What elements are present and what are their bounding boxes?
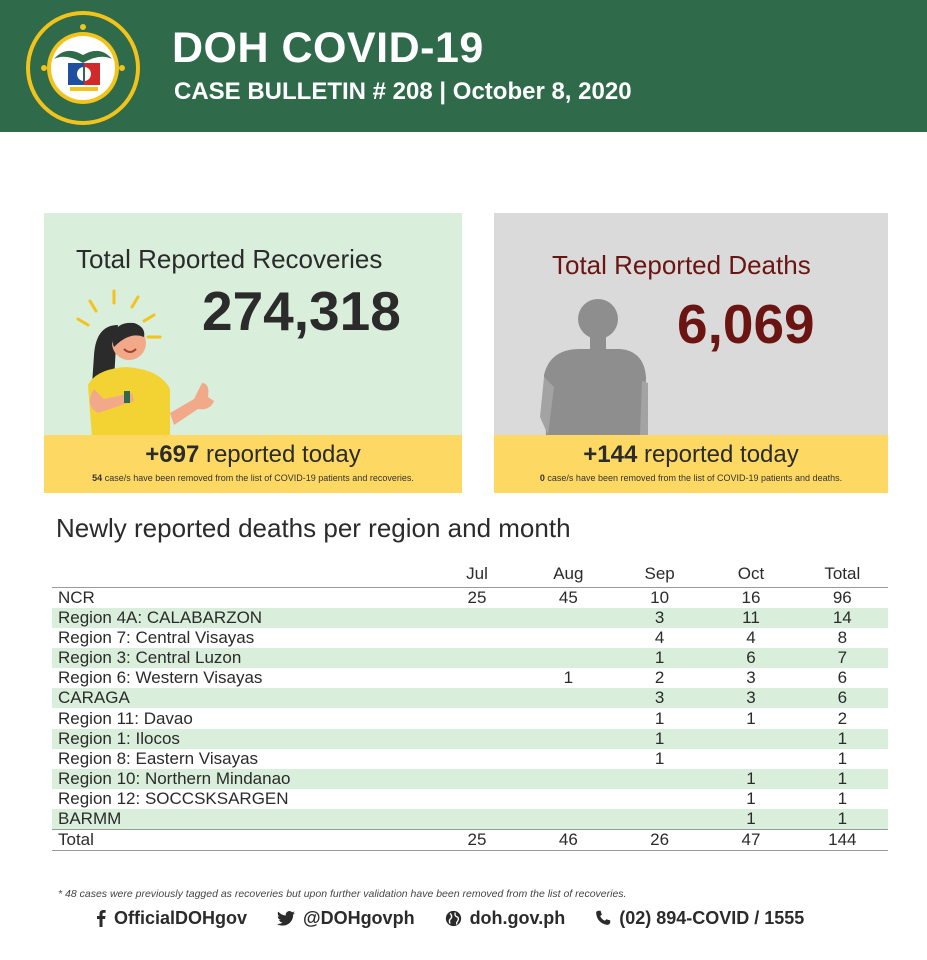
phone-icon [595, 910, 611, 926]
count-cell: 45 [558, 587, 578, 607]
count-cell: 26 [614, 830, 705, 851]
recoveries-removed-note [44, 473, 462, 483]
count-cell: 1 [797, 809, 888, 830]
table-row [52, 708, 888, 728]
region-name-cell: Region 4A: CALABARZON [52, 608, 431, 628]
recoveries-today-band [44, 435, 462, 493]
table-row [52, 648, 888, 668]
count-cell: 1 [746, 789, 756, 809]
count-cell [523, 648, 614, 668]
count-cell [614, 769, 705, 789]
column-header: Oct [705, 561, 796, 587]
count-cell [523, 628, 614, 648]
count-cell [523, 809, 614, 830]
count-cell: 6 [797, 688, 888, 708]
deaths-today-label: reported today [643, 441, 799, 468]
contact-bar [96, 905, 804, 931]
table-row [52, 789, 888, 809]
count-cell: 3 [705, 688, 796, 708]
deaths-removed-count: 0 [539, 473, 545, 483]
count-cell [705, 749, 796, 769]
phone-contact[interactable] [595, 908, 804, 929]
table-row [52, 587, 888, 608]
table-row [52, 628, 888, 648]
count-cell: 25 [431, 830, 522, 851]
twitter-icon [277, 911, 295, 926]
deaths-label: Total Reported Deaths [552, 250, 811, 280]
count-cell: 2 [837, 708, 848, 728]
recoveries-today [44, 441, 462, 469]
count-cell [523, 729, 614, 749]
deaths-removed-note [494, 473, 888, 483]
header-banner [0, 0, 927, 132]
twitter-handle: @DOHgovph [303, 907, 415, 928]
region-name-cell: Region 6: Western Visayas [58, 668, 263, 688]
recoveries-card [44, 213, 462, 493]
count-cell: 1 [614, 729, 705, 749]
table-row [52, 608, 888, 628]
recoveries-removed-count: 54 [92, 473, 103, 483]
recoveries-today-value: +697 [145, 441, 200, 468]
count-cell: 1 [654, 748, 665, 768]
count-cell [523, 789, 614, 809]
count-cell: 1 [654, 708, 665, 728]
count-cell: 1 [837, 748, 848, 768]
globe-icon [445, 910, 462, 927]
count-cell: 14 [797, 608, 888, 628]
count-cell [523, 688, 614, 708]
count-cell: 7 [797, 648, 888, 668]
count-cell: 1 [746, 708, 756, 728]
column-header: Aug [523, 561, 614, 587]
count-cell: 144 [797, 830, 888, 851]
recoveries-removed-text: case/s have been removed from the list of COVID-19 patients and recoveries. [104, 473, 414, 483]
region-name-cell: Region 8: Eastern Visayas [58, 748, 259, 768]
recoveries-total: 274,318 [202, 280, 401, 342]
table-row [52, 668, 888, 688]
bulletin-subtitle: CASE BULLETIN # 208 | October 8, 2020 [174, 78, 632, 105]
facebook-link[interactable] [96, 908, 247, 929]
count-cell [431, 668, 522, 688]
count-cell: 1 [705, 769, 796, 789]
count-cell: 6 [837, 668, 848, 688]
count-cell: 8 [837, 627, 848, 647]
region-name-cell: Region 7: Central Visayas [58, 627, 255, 647]
doh-seal-logo [24, 9, 142, 127]
phone-number: (02) 894-COVID / 1555 [619, 907, 805, 928]
count-cell [523, 749, 614, 769]
deaths-removed-text: case/s have been removed from the list of COVID-19 patients and deaths. [547, 473, 843, 483]
region-name-cell: CARAGA [52, 688, 431, 708]
facebook-handle: OfficialDOHgov [114, 907, 248, 928]
recoveries-label: Total Reported Recoveries [76, 244, 383, 274]
region-name-cell: Total [52, 830, 431, 851]
column-header-region [52, 561, 431, 587]
website-link[interactable] [445, 908, 566, 929]
region-name-cell: BARMM [52, 809, 431, 830]
column-header: Jul [431, 561, 522, 587]
deaths-today [494, 441, 888, 469]
deaths-by-region-table [52, 561, 888, 851]
region-name-cell: Region 3: Central Luzon [52, 648, 431, 668]
facebook-icon [96, 909, 106, 927]
count-cell: 3 [614, 688, 705, 708]
region-name-cell: NCR [58, 587, 95, 607]
deaths-table-title: Newly reported deaths per region and month [56, 513, 571, 543]
column-header: Sep [614, 561, 705, 587]
count-cell [431, 648, 522, 668]
region-name-cell: Region 11: Davao [58, 708, 193, 728]
count-cell: 96 [832, 587, 852, 607]
count-cell: 1 [705, 809, 796, 830]
person-silhouette-illustration [540, 297, 650, 435]
table-row [52, 809, 888, 830]
recoveries-today-label: reported today [205, 441, 361, 468]
deaths-today-value: +144 [583, 441, 638, 468]
table-total-row [52, 830, 888, 851]
count-cell: 1 [614, 648, 705, 668]
count-cell [431, 628, 522, 648]
count-cell: 2 [654, 668, 665, 688]
count-cell: 1 [797, 729, 888, 749]
count-cell: 3 [614, 608, 705, 628]
count-cell [431, 749, 522, 769]
count-cell: 1 [563, 668, 574, 688]
count-cell: 47 [705, 830, 796, 851]
count-cell [431, 608, 522, 628]
deaths-card [494, 213, 888, 493]
region-name-cell: Region 10: Northern Mindanao [52, 769, 431, 789]
count-cell: 25 [467, 587, 487, 607]
count-cell [431, 809, 522, 830]
count-cell [523, 608, 614, 628]
website-url: doh.gov.ph [469, 907, 566, 928]
deaths-today-band [494, 435, 888, 493]
count-cell: 11 [705, 608, 796, 628]
count-cell [614, 809, 705, 830]
count-cell [431, 708, 522, 728]
count-cell: 6 [705, 648, 796, 668]
count-cell: 4 [654, 627, 665, 647]
table-header-row [52, 561, 888, 587]
count-cell: 4 [746, 627, 756, 647]
table-row [52, 729, 888, 749]
region-name-cell: Region 1: Ilocos [52, 729, 431, 749]
count-cell: 3 [746, 668, 756, 688]
count-cell: 16 [741, 587, 761, 607]
count-cell: 1 [837, 789, 848, 809]
recovered-woman-illustration [74, 285, 224, 437]
count-cell: 46 [523, 830, 614, 851]
count-cell [431, 789, 522, 809]
twitter-link[interactable] [277, 908, 415, 929]
column-header: Total [797, 561, 888, 587]
table-row [52, 749, 888, 769]
count-cell [523, 708, 614, 728]
count-cell [431, 769, 522, 789]
count-cell [431, 688, 522, 708]
count-cell [523, 769, 614, 789]
footnote: * 48 cases were previously tagged as recoveries but upon further validation have been removed from the list of recoveries. [58, 888, 627, 900]
count-cell: 10 [650, 587, 670, 607]
page-title: DOH COVID-19 [172, 24, 484, 72]
count-cell [705, 729, 796, 749]
deaths-total: 6,069 [677, 293, 815, 355]
count-cell [431, 729, 522, 749]
table-body [52, 587, 888, 851]
count-cell: 1 [797, 769, 888, 789]
region-name-cell: Region 12: SOCCSKSARGEN [58, 789, 289, 809]
count-cell [614, 789, 705, 809]
table-row [52, 688, 888, 708]
table-row [52, 769, 888, 789]
